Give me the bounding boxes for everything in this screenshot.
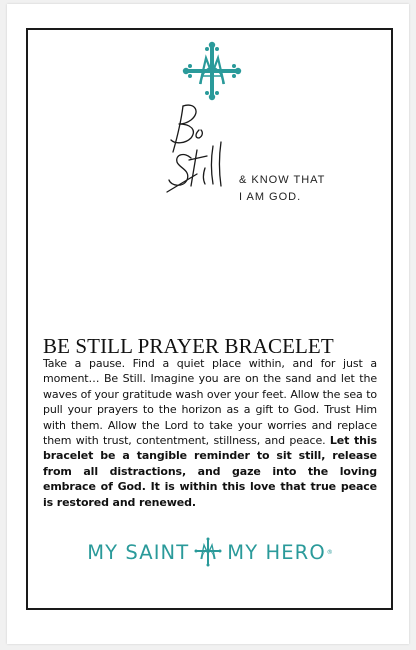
prayer-description bbox=[43, 356, 377, 510]
brand-logo-wordmark bbox=[43, 538, 377, 566]
brand-right: MY HERO bbox=[227, 540, 326, 564]
prayer-text-bold: Let this bracelet be a tangible reminder to sit still, release from all distractions, and gaze into the loving embrace of God. It is within this love that true peace is restored and renewed. bbox=[43, 434, 377, 509]
prayer-card bbox=[7, 4, 409, 644]
be-still-script-text: Be Still bbox=[157, 100, 161, 101]
tagline bbox=[239, 172, 325, 206]
be-still-script bbox=[157, 100, 247, 195]
registered-mark: ® bbox=[326, 548, 333, 556]
tagline-line-1: & KNOW THAT bbox=[239, 174, 326, 186]
page-title: BE STILL PRAYER BRACELET bbox=[43, 334, 334, 358]
brand-cross-icon bbox=[193, 537, 223, 567]
cross-monogram-icon bbox=[181, 40, 243, 102]
tagline-line-2: I AM GOD. bbox=[239, 191, 302, 203]
prayer-text-regular: Take a pause. Find a quiet place within, and for just a moment… Be Still. Imagine you are on the sand and let the waves of your gratitude wash over your feet. Allow the sea to pull your prayers to the horizon as a gift to God. Trust Him with them. Allow the Lord to take your worries and replace them with trust, contentment, stillness, and peace. bbox=[43, 357, 377, 448]
brand-left: MY SAINT bbox=[87, 540, 190, 564]
